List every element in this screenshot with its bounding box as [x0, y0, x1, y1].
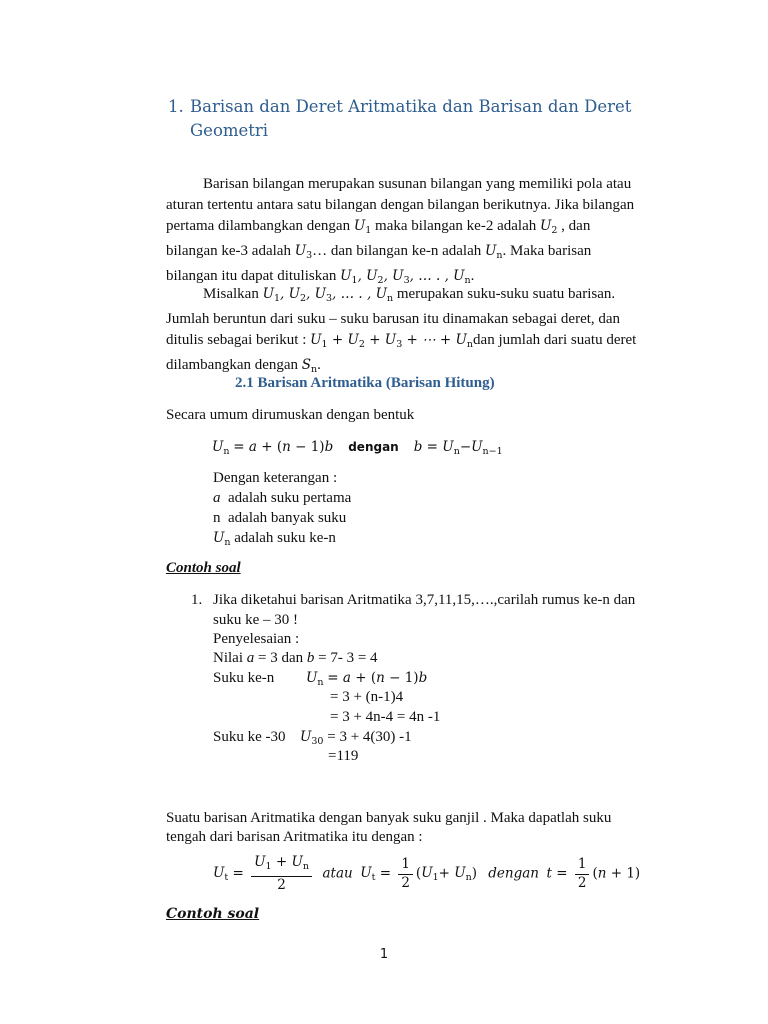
formula-suku-ken: $U_n = a + (n - 1)b$ [306, 670, 428, 688]
math-u1: $U_1$ [353, 218, 372, 236]
keterangan-a: a adalah suku pertama [213, 490, 352, 506]
subsection-heading: 2.1 Barisan Aritmatika (Barisan Hitung) [235, 375, 495, 391]
page-number: 1 [379, 947, 389, 962]
formula-keyword: dengan [348, 440, 399, 454]
middle-term-line2: tengah dari barisan Aritmatika itu dengan : [166, 829, 423, 845]
text-span: maka bilangan ke-2 adalah [371, 218, 540, 234]
solution-step4: =119 [328, 748, 359, 764]
text-span: Barisan bilangan merupakan susunan bilangan yang memiliki pola atau aturan tertentu antara satu bilangan dengan bilangan berikutnya. Jika bilangan pertama dilambangkan dengan [166, 176, 635, 234]
text-span: dan jumlah dari suatu deret dilambangkan dengan [166, 332, 637, 373]
text-span: = 3 dan [254, 650, 307, 666]
example-question-line1: Jika diketahui barisan Aritmatika 3,7,11,15,….,carilah rumus ke-n dan [213, 592, 636, 608]
text-span: merupakan suku-suku suatu barisan. Jumlah beruntun dari suku – suku barusan itu dinamakan sebagai deret, dan ditulis sebagai berikut : [166, 286, 621, 348]
section-heading [168, 95, 688, 143]
keterangan-un: $U_n$ adalah suku ke-n [213, 530, 336, 548]
text-span: . [317, 357, 321, 373]
text-span: adalah banyak suku [228, 510, 347, 526]
section-title: Barisan dan Deret Aritmatika dan Barisan dan Deret Geometri [190, 97, 632, 140]
section-number: 1. [168, 97, 184, 116]
math-series-sum: $U_1 + U_2 + U_3$ + ⋯ + $U_n$ [310, 332, 474, 350]
text-span: n [213, 510, 221, 526]
keterangan-intro: Dengan keterangan : [213, 470, 338, 486]
example-nilai: Nilai a = 3 dan b = 7- 3 = 4 [213, 650, 378, 666]
contoh-soal-label: Contoh soal [166, 560, 241, 576]
text-span: = 7- 3 = 4 [314, 650, 378, 666]
text-span: , dan bilangan ke-3 adalah [166, 218, 591, 259]
formula-atau: atau [322, 865, 353, 882]
math-u2: $U_2$ [539, 218, 558, 236]
middle-term-line1: Suatu barisan Aritmatika dengan banyak suku ganjil . Maka dapatlah suku [166, 810, 612, 826]
solution-step3: $U_{30} = 3 + 4(30)$ -1 [300, 729, 412, 747]
text-span: = 3 + 4(30) -1 [327, 729, 412, 745]
math-sequence: $U_1$, $U_2$, $U_3$, … . , $U_n$ [340, 268, 471, 286]
formula-middle-term: $U_t$ = $\frac{U_1 + U_n}{2}$ atau $U_t$ = $\frac{1}{2}$ $(U_1+ U_n)$ dengan t = $\frac{1}{2}$ (n + 1) [213, 854, 641, 893]
contoh-soal-label-2: Contoh soal [166, 906, 260, 922]
text-span: adalah suku pertama [228, 490, 352, 506]
formula-dengan: dengan [488, 865, 539, 882]
text-span: Nilai [213, 650, 247, 666]
suku-ken-label: Suku ke-n [213, 670, 275, 686]
suku-30-label: Suku ke -30 [213, 729, 286, 745]
paragraph-intro [166, 174, 644, 291]
math-un: $U_n$ [485, 243, 503, 261]
text-span: adalah suku ke-n [234, 530, 336, 546]
text-span: . Maka barisan bilangan itu dapat dituliskan [166, 243, 592, 284]
example-number: 1. [191, 592, 203, 608]
keterangan-n [213, 508, 346, 528]
math-sequence: $U_1$, $U_2$, $U_3$, … . , $U_n$ [262, 286, 394, 304]
formula-general: $U_n = a + (n - 1)b$ dengan $b = U_n-U_{n-1}$ [212, 439, 503, 457]
math-sn: $S_n$ [301, 357, 318, 375]
example-question-line2: suku ke – 30 ! [213, 612, 298, 628]
math-u3: $U_3$ [294, 243, 313, 261]
text-span: … dan bilangan ke-n adalah [312, 243, 485, 259]
text-span: . [470, 268, 475, 284]
solution-step2: = 3 + 4n-4 = 4n -1 [330, 709, 441, 725]
paragraph-series [166, 284, 644, 380]
text-span: Misalkan [203, 286, 263, 302]
example-solution-label: Penyelesaian : [213, 631, 300, 647]
general-form-intro: Secara umum dirumuskan dengan bentuk [166, 407, 415, 423]
solution-step1: = 3 + (n-1)4 [330, 689, 404, 705]
